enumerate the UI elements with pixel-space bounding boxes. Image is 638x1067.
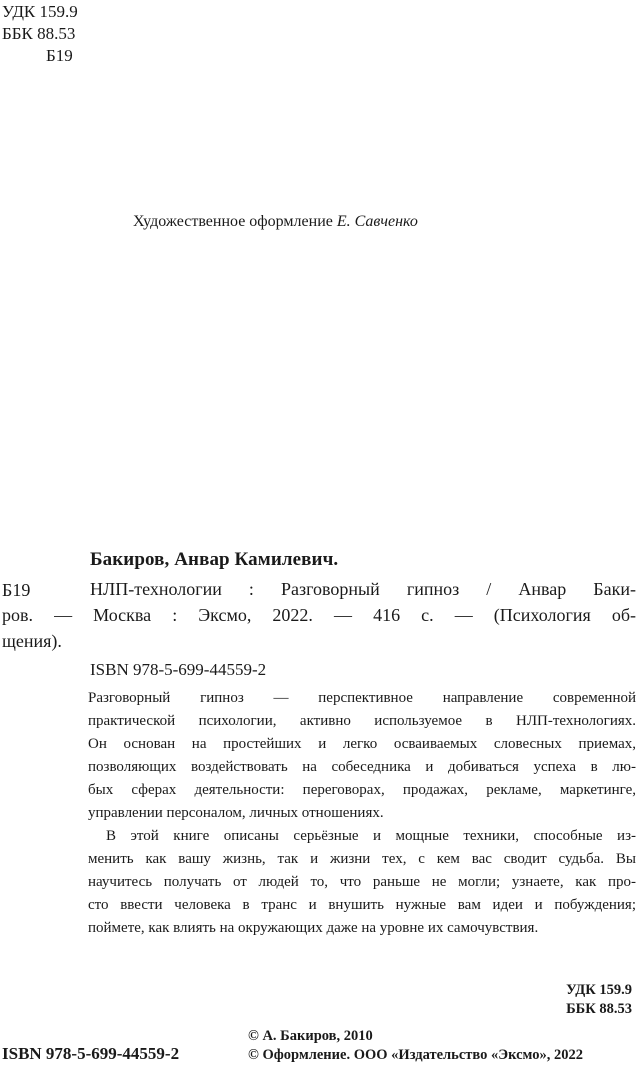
annotation — [88, 687, 636, 940]
classification-codes-top — [2, 1, 78, 67]
annotation-line: практической психологии, активно используемое в НЛП-технологиях. — [88, 713, 636, 729]
isbn-bottom: ISBN 978-5-699-44559-2 — [2, 1044, 180, 1063]
annotation-line: сто ввести человека в транс и внушить нужные вам идеи и побуждения; — [88, 897, 636, 913]
bib-line: щения). — [2, 631, 62, 651]
annotation-line: бых сферах деятельности: переговорах, продажах, рекламе, маркетинге, — [88, 782, 636, 798]
annotation-line: научитесь получать от людей то, что раньше не могли; узнаете, как про- — [88, 874, 636, 890]
annotation-line: Он основан на простейших и легко осваиваемых словесных приемах, — [88, 736, 636, 752]
classification-codes-bottom — [566, 981, 632, 1019]
annotation-paragraph — [88, 687, 636, 825]
udk-code: УДК 159.9 — [566, 982, 632, 998]
annotation-line: позволяющих воздействовать на собеседника и добиваться успеха в лю- — [88, 759, 636, 775]
copyright-block — [248, 1027, 583, 1065]
art-credit — [133, 213, 418, 231]
bbk-code: ББК 88.53 — [566, 1001, 632, 1017]
annotation-line: Разговорный гипноз — перспективное направление современной — [88, 690, 636, 706]
art-credit-name: Е. Савченко — [336, 213, 418, 230]
copyright-author: © А. Бакиров, 2010 — [248, 1028, 373, 1044]
bib-line: ров. — Москва : Эксмо, 2022. — 416 с. — (Психология об- — [2, 605, 636, 625]
author-mark: Б19 — [46, 46, 73, 65]
annotation-line: менить как вашу жизнь, так и жизни тех, с кем вас сводит судьба. Вы — [88, 851, 636, 867]
annotation-line: поймете, как влиять на окружающих даже на уровне их самочувствия. — [88, 920, 539, 936]
bib-isbn: ISBN 978-5-699-44559-2 — [90, 660, 267, 679]
bib-author: Бакиров, Анвар Камилевич. — [90, 549, 339, 570]
bib-author-mark: Б19 — [2, 580, 31, 600]
annotation-line: В этой книге описаны серьёзные и мощные техники, способные из- — [106, 828, 636, 844]
bbk-code: ББК 88.53 — [2, 24, 76, 43]
art-credit-label: Художественное оформление — [133, 213, 333, 230]
copyright-design: © Оформление. ООО «Издательство «Эксмо», 2022 — [248, 1047, 583, 1063]
udk-code: УДК 159.9 — [2, 2, 78, 21]
bib-line: НЛП-технологии : Разговорный гипноз / Анвар Баки- — [90, 579, 636, 599]
annotation-paragraph — [88, 825, 636, 940]
annotation-line: управлении персоналом, личных отношениях. — [88, 805, 384, 821]
